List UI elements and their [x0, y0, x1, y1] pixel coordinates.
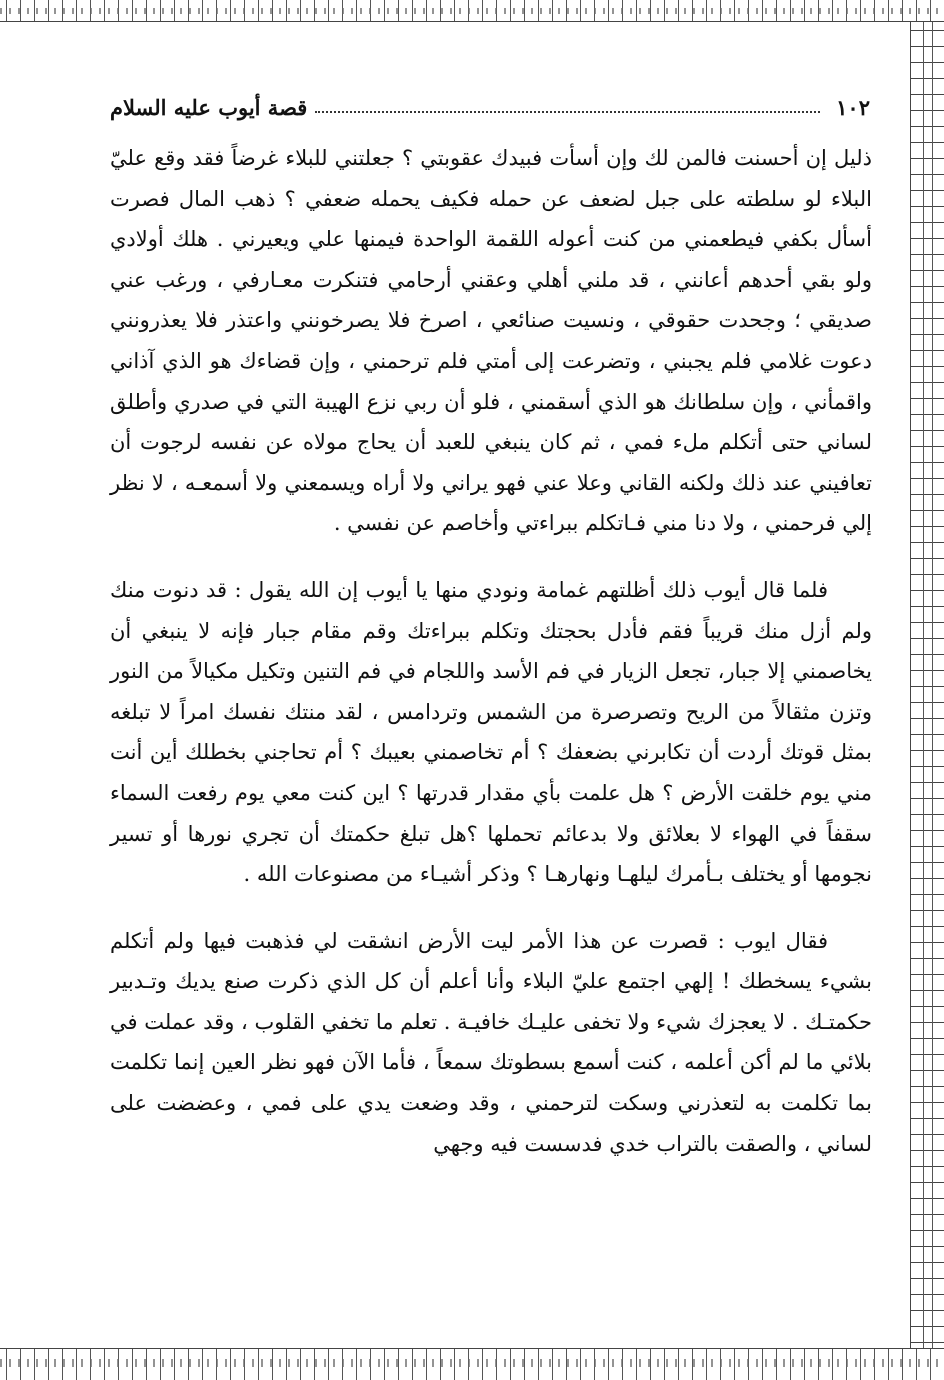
- decorative-border-top: [0, 0, 944, 22]
- header-dotted-leader: [315, 110, 820, 113]
- page-header: [110, 84, 870, 120]
- page-body: [110, 138, 872, 1164]
- paragraph-2: فلما قال أيوب ذلك أظلتهم غمامة ونودي منها يا أيوب إن الله يقول : قد دنوت منك ولم أزل منك قريباً فقم فأدل بحجتك وتكلم ببراءتك وقم مقام جبار فإنه لا ينبغي أن يخاصمني إلا جبار، تجعل الزيار في فم الأسد واللجام في فم التنين وتكيل مكيالاً من النور وتزن مثقالاً من الريح وتصرصرة من الشمس وتردامس ، لقد منتك نفسك امراً لا تبلغه بمثل قوتك أردت أن تكابرني بضعفك ؟ أم تخاصمني بعيبك ؟ أم تحاجني بخطلك أين أنت مني يوم خلقت الأرض ؟ هل علمت بأي مقدار قدرتها ؟ اين كنت معي يوم رفعت السماء سقفاً في الهواء لا بعلائق ولا بدعائم تحملها ؟هل تبلغ حكمتك أن تجري نورها أو تسير نجومها أو يختلف بـأمرك ليلهـا ونهارهـا ؟ وذكر أشيـاء من مصنوعات الله .: [110, 577, 872, 887]
- paragraph-1: ذليل إن أحسنت فالمن لك وإن أسأت فبيدك عقوبتي ؟ جعلتني للبلاء غرضاً فقد وقع عليّ البلاء لو سلطته على جبل لضعف عن حمله فكيف يحمله ضعفي ؟ ذهب المال فصرت أسأل بكفي فيطعمني من كنت أعوله اللقمة الواحدة فيمنها علي ويعيرني . هلك أولادي ولو بقي أحدهم أعانني ، قد ملني أهلي وعقني أرحامي فتنكرت معـارفي ، ورغب عني صديقي ؛ وجحدت حقوقي ، ونسيت صنائعي ، اصرخ فلا يصرخونني واعتذر فلا يعذرونني دعوت غلامي فلم يجبني ، وتضرعت إلى أمتي فلم ترحمني ، وإن قضاءك هو الذي آذاني واقمأني ، وإن سلطانك هو الذي أسقمني ، فلو أن ربي نزع الهيبة التي في صدري وأطلق لساني حتى أتكلم ملء فمي ، ثم كان ينبغي للعبد أن يحاج مولاه عن نفسه لرجوت أن تعافيني عند ذلك ولكنه القاني وعلا عني فهو يراني ولا أراه ويسمعني ولا أسمعـه ، لا نظر إلي فرحمني ، ولا دنا مني فـاتكلم ببراءتي وأخاصم عن نفسي .: [110, 146, 872, 536]
- decorative-border-bottom: [0, 1348, 944, 1380]
- paragraph-3: فقال ايوب : قصرت عن هذا الأمر ليت الأرض انشقت لي فذهبت فيها ولم أتكلم بشيء يسخطك ! إلهي اجتمع عليّ البلاء وأنا أعلم أن كل الذي ذكرت صنع يديك وتـدبير حكمتـك . لا يعجزك شيء ولا تخفى عليـك خافيـة . تعلم ما تخفي القلوب ، وقد عملت في بلائي ما لم أكن أعلمه ، كنت أسمع بسطوتك سمعاً ، فأما الآن فهو نظر العين إنما تكلمت بما تكلمت به لتعذرني وسكت لترحمني ، وقد وضعت يدي على فمي ، وعضضت على لساني ، والصقت بالتراب خدي فدسست فيه وجهي: [110, 928, 872, 1156]
- decorative-border-right: [910, 22, 944, 1348]
- page-number: ١٠٢: [836, 95, 870, 120]
- running-title: قصة أيوب عليه السلام: [110, 95, 308, 120]
